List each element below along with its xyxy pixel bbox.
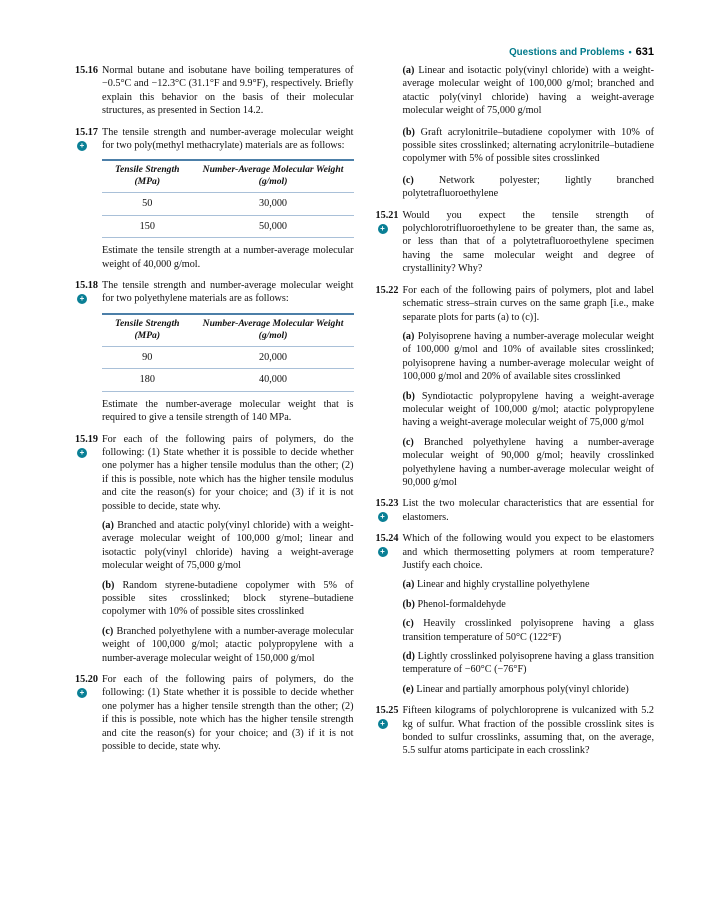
data-table bbox=[102, 313, 354, 392]
problem bbox=[75, 433, 354, 666]
subpart bbox=[403, 436, 655, 490]
tutorial-icon: + bbox=[378, 224, 388, 234]
subpart bbox=[403, 174, 655, 201]
subpart bbox=[403, 578, 655, 591]
problem-statement bbox=[375, 704, 655, 758]
table-body bbox=[102, 193, 354, 238]
table-head bbox=[102, 160, 354, 193]
table-cell: 180 bbox=[102, 369, 193, 391]
problem-number: 15.25 bbox=[375, 705, 399, 717]
subpart-text: Branched polyethylene with a number-average molecular weight of 100,000 g/mol; atactic polypropylene with a number-average molecular weight of 150,000 g/mol bbox=[102, 625, 354, 664]
continuation-paragraph: Estimate the tensile strength at a number-average molecular weight of 40,000 g/mol. bbox=[102, 245, 354, 270]
subpart-label: (a) bbox=[402, 579, 415, 591]
table-row bbox=[102, 215, 354, 237]
subpart-label: (c) bbox=[402, 618, 414, 630]
problem-statement bbox=[75, 433, 354, 513]
problem-statement bbox=[375, 497, 655, 524]
subpart-text: Lightly crosslinked polyisoprene having a glass transition temperature of −60°C (−76°F) bbox=[402, 651, 654, 676]
page-number: 631 bbox=[635, 46, 654, 58]
subpart bbox=[403, 390, 655, 430]
table-column-header: Number-Average Molecular Weight (g/mol) bbox=[193, 160, 354, 193]
table-row bbox=[102, 193, 354, 215]
bullet-separator: • bbox=[628, 47, 632, 57]
table-cell: 20,000 bbox=[193, 346, 354, 368]
table-row bbox=[102, 369, 354, 391]
subpart-text: Branched and atactic poly(vinyl chloride) with a weight-average molecular weight of 100,000 g/mol; linear and isotactic poly(vinyl chloride) having a weight-average molecular weight of 75,000 g/mol bbox=[102, 519, 354, 572]
table-head bbox=[102, 314, 354, 347]
table-cell: 150 bbox=[102, 215, 193, 237]
table-cell: 50 bbox=[102, 193, 193, 215]
problem-statement bbox=[75, 64, 354, 118]
continuation-paragraph: Estimate the number-average molecular weight that is required to give a tensile strength of 140 MPa. bbox=[102, 398, 354, 424]
subpart-label: (a) bbox=[102, 519, 114, 531]
problem bbox=[376, 497, 655, 524]
problem-number: 15.20 bbox=[75, 674, 98, 685]
problem-text: For each of the following pairs of polymers, plot and label schematic stress–strain curves on the same graph [i.e., make separate plots for parts (a) to (c)]. bbox=[402, 284, 654, 323]
subpart-text: Random styrene-butadiene copolymer with 5% of possible sites crosslinked; block styrene–butadiene copolymer with 10% of possible sites crosslinked bbox=[102, 579, 354, 618]
problem-text: Normal butane and isobutane have boiling temperatures of −0.5°C and −12.3°C (31.1°F and 9.9°F), respectively. Briefly explain this behavior on the basis of their molecular structures, as presented in Section 14.2. bbox=[102, 65, 354, 117]
problem-statement bbox=[375, 209, 655, 276]
problem-text: For each of the following pairs of polymers, do the following: (1) State whether it is possible to decide whether one polymer has a higher tensile strength than the other; (2) if this is possible, note which has the higher tensile strength and cite the reason(s) for your choice; and (3) if it is not possible to decide, state why. bbox=[102, 674, 354, 753]
tutorial-icon: + bbox=[378, 512, 388, 522]
problem bbox=[376, 209, 655, 276]
table-header-row bbox=[102, 160, 354, 193]
column-right bbox=[376, 64, 655, 766]
problem-text: Would you expect the tensile strength of polychlorotrifluoroethylene to be greater than, the same as, or less than that of a polytetrafluoroethylene specimen having the same molecular weight and degree of crystallinity? Why? bbox=[402, 209, 654, 275]
problem bbox=[75, 673, 354, 753]
subpart bbox=[403, 683, 655, 696]
tutorial-icon: + bbox=[378, 719, 388, 729]
problem-statement bbox=[75, 126, 354, 153]
subpart-label: (a) bbox=[402, 65, 415, 76]
subpart-label: (c) bbox=[102, 625, 114, 637]
subpart-label: (b) bbox=[102, 579, 115, 591]
subpart bbox=[102, 579, 354, 619]
problem-children bbox=[102, 519, 354, 665]
subpart bbox=[403, 126, 655, 166]
problem bbox=[75, 279, 354, 424]
subpart-text: Branched polyethylene having a number-average molecular weight of 90,000 g/mol; heavily crosslinked polyethylene having a number-average molecular weight of 90,000 g/mol bbox=[402, 436, 654, 488]
subpart-label: (b) bbox=[402, 126, 415, 138]
problem-number: 15.17 bbox=[75, 126, 98, 138]
problem-children bbox=[403, 330, 655, 489]
problem bbox=[75, 126, 354, 271]
problem-number: 15.19 bbox=[75, 433, 98, 445]
column-left bbox=[75, 64, 354, 766]
tutorial-icon: + bbox=[77, 141, 87, 151]
subpart bbox=[102, 519, 354, 573]
table-cell: 40,000 bbox=[193, 369, 354, 391]
table-cell: 90 bbox=[102, 346, 193, 368]
table-column-header: Tensile Strength (MPa) bbox=[102, 160, 193, 193]
tutorial-icon: + bbox=[77, 688, 87, 698]
running-head bbox=[75, 42, 654, 60]
problem bbox=[376, 704, 655, 758]
subpart-text: Phenol-formaldehyde bbox=[417, 598, 506, 610]
problem-number: 15.16 bbox=[75, 65, 98, 76]
problem-number: 15.18 bbox=[75, 280, 98, 292]
subpart-text: Heavily crosslinked polyisoprene having a glass transition temperature of 50°C (122°F) bbox=[402, 618, 655, 643]
subpart-label: (b) bbox=[402, 390, 415, 402]
problem-statement bbox=[75, 673, 354, 753]
subpart-label: (c) bbox=[402, 174, 414, 186]
table-cell: 50,000 bbox=[193, 215, 354, 237]
subpart bbox=[102, 625, 354, 665]
subpart-label: (a) bbox=[402, 330, 415, 342]
subpart-label: (b) bbox=[402, 598, 415, 610]
subpart-text: Linear and partially amorphous poly(vinyl chloride) bbox=[416, 683, 629, 695]
section-title: Questions and Problems bbox=[509, 47, 625, 58]
problem-text: The tensile strength and number-average molecular weight for two poly(methyl methacrylate) materials are as follows: bbox=[102, 126, 354, 152]
subpart-label: (d) bbox=[402, 651, 415, 663]
subpart-text: Linear and highly crystalline polyethylene bbox=[416, 579, 590, 591]
problem-children bbox=[102, 313, 354, 425]
problem-statement bbox=[75, 279, 354, 306]
problem-text: For each of the following pairs of polymers, do the following: (1) State whether it is possible to decide whether one polymer has a higher tensile modulus than the other; (2) if this is possible, note which has the higher tensile modulus and cite the reason(s) for your choice; and (3) if it is not possible to decide, state why. bbox=[102, 433, 354, 512]
problem-children bbox=[102, 159, 354, 271]
table-column-header: Tensile Strength (MPa) bbox=[102, 314, 193, 347]
subpart bbox=[403, 650, 655, 677]
subpart-text: Graft acrylonitrile–butadiene copolymer with 10% of possible sites crosslinked; alternating acrylonitrile–butadiene copolymer with 5% of possible sites crosslinked bbox=[402, 126, 655, 165]
problem-text: Fifteen kilograms of polychloroprene is vulcanized with 5.2 kg of sulfur. What fraction of the possible crosslink sites is bonded to sulfur crosslinks, assuming that, on the average, 5.5 sulfur atoms participate in each crosslink? bbox=[402, 705, 654, 757]
subpart-text: Polyisoprene having a number-average molecular weight of 100,000 g/mol and 10% of available sites crosslinked; polyisoprene having a number-average molecular weight of 100,000 g/mol and 20% of available sites crosslinked bbox=[402, 330, 654, 383]
table-column-header: Number-Average Molecular Weight (g/mol) bbox=[193, 314, 354, 347]
problem-text: The tensile strength and number-average molecular weight for two polyethylene materials are as follows: bbox=[102, 280, 354, 305]
problem-number: 15.21 bbox=[375, 209, 399, 221]
problem-children bbox=[403, 578, 655, 696]
subpart bbox=[403, 617, 655, 644]
table-row bbox=[102, 346, 354, 368]
subpart-text: Linear and isotactic poly(vinyl chloride) with a weight-average molecular weight of 100,000 g/mol; branched and atactic poly(vinyl chloride) having a weight-average molecular weight of 75,000 g/mol bbox=[402, 65, 655, 117]
tutorial-icon: + bbox=[77, 448, 87, 458]
subpart-text: Network polyester; lightly branched polytetrafluoroethylene bbox=[402, 174, 654, 200]
problem-statement bbox=[375, 532, 655, 572]
problem-number: 15.24 bbox=[375, 533, 399, 545]
subpart-text: Syndiotactic polypropylene having a weight-average molecular weight of 100,000 g/mol; atactic polypropylene having a weight-average molecular weight of 75,000 g/mol bbox=[402, 390, 655, 429]
table-body bbox=[102, 346, 354, 391]
problem-text: Which of the following would you expect to be elastomers and which thermosetting polymers at room temperature? Justify each choice. bbox=[402, 533, 654, 571]
problem bbox=[75, 64, 354, 118]
subpart bbox=[403, 64, 655, 118]
subpart-label: (c) bbox=[402, 436, 414, 448]
data-table bbox=[102, 159, 354, 238]
problem-text: List the two molecular characteristics that are essential for elastomers. bbox=[402, 498, 654, 523]
table-header-row bbox=[102, 314, 354, 347]
subpart bbox=[403, 598, 655, 611]
problem bbox=[376, 532, 655, 696]
subpart-label: (e) bbox=[402, 683, 414, 695]
subpart bbox=[403, 330, 655, 384]
table-cell: 30,000 bbox=[193, 193, 354, 215]
problem-number: 15.22 bbox=[375, 284, 399, 296]
problem-statement bbox=[375, 284, 655, 324]
problem-number: 15.23 bbox=[375, 498, 399, 510]
two-column-layout bbox=[75, 64, 654, 766]
problem bbox=[376, 284, 655, 490]
tutorial-icon: + bbox=[378, 547, 388, 557]
tutorial-icon: + bbox=[77, 294, 87, 304]
